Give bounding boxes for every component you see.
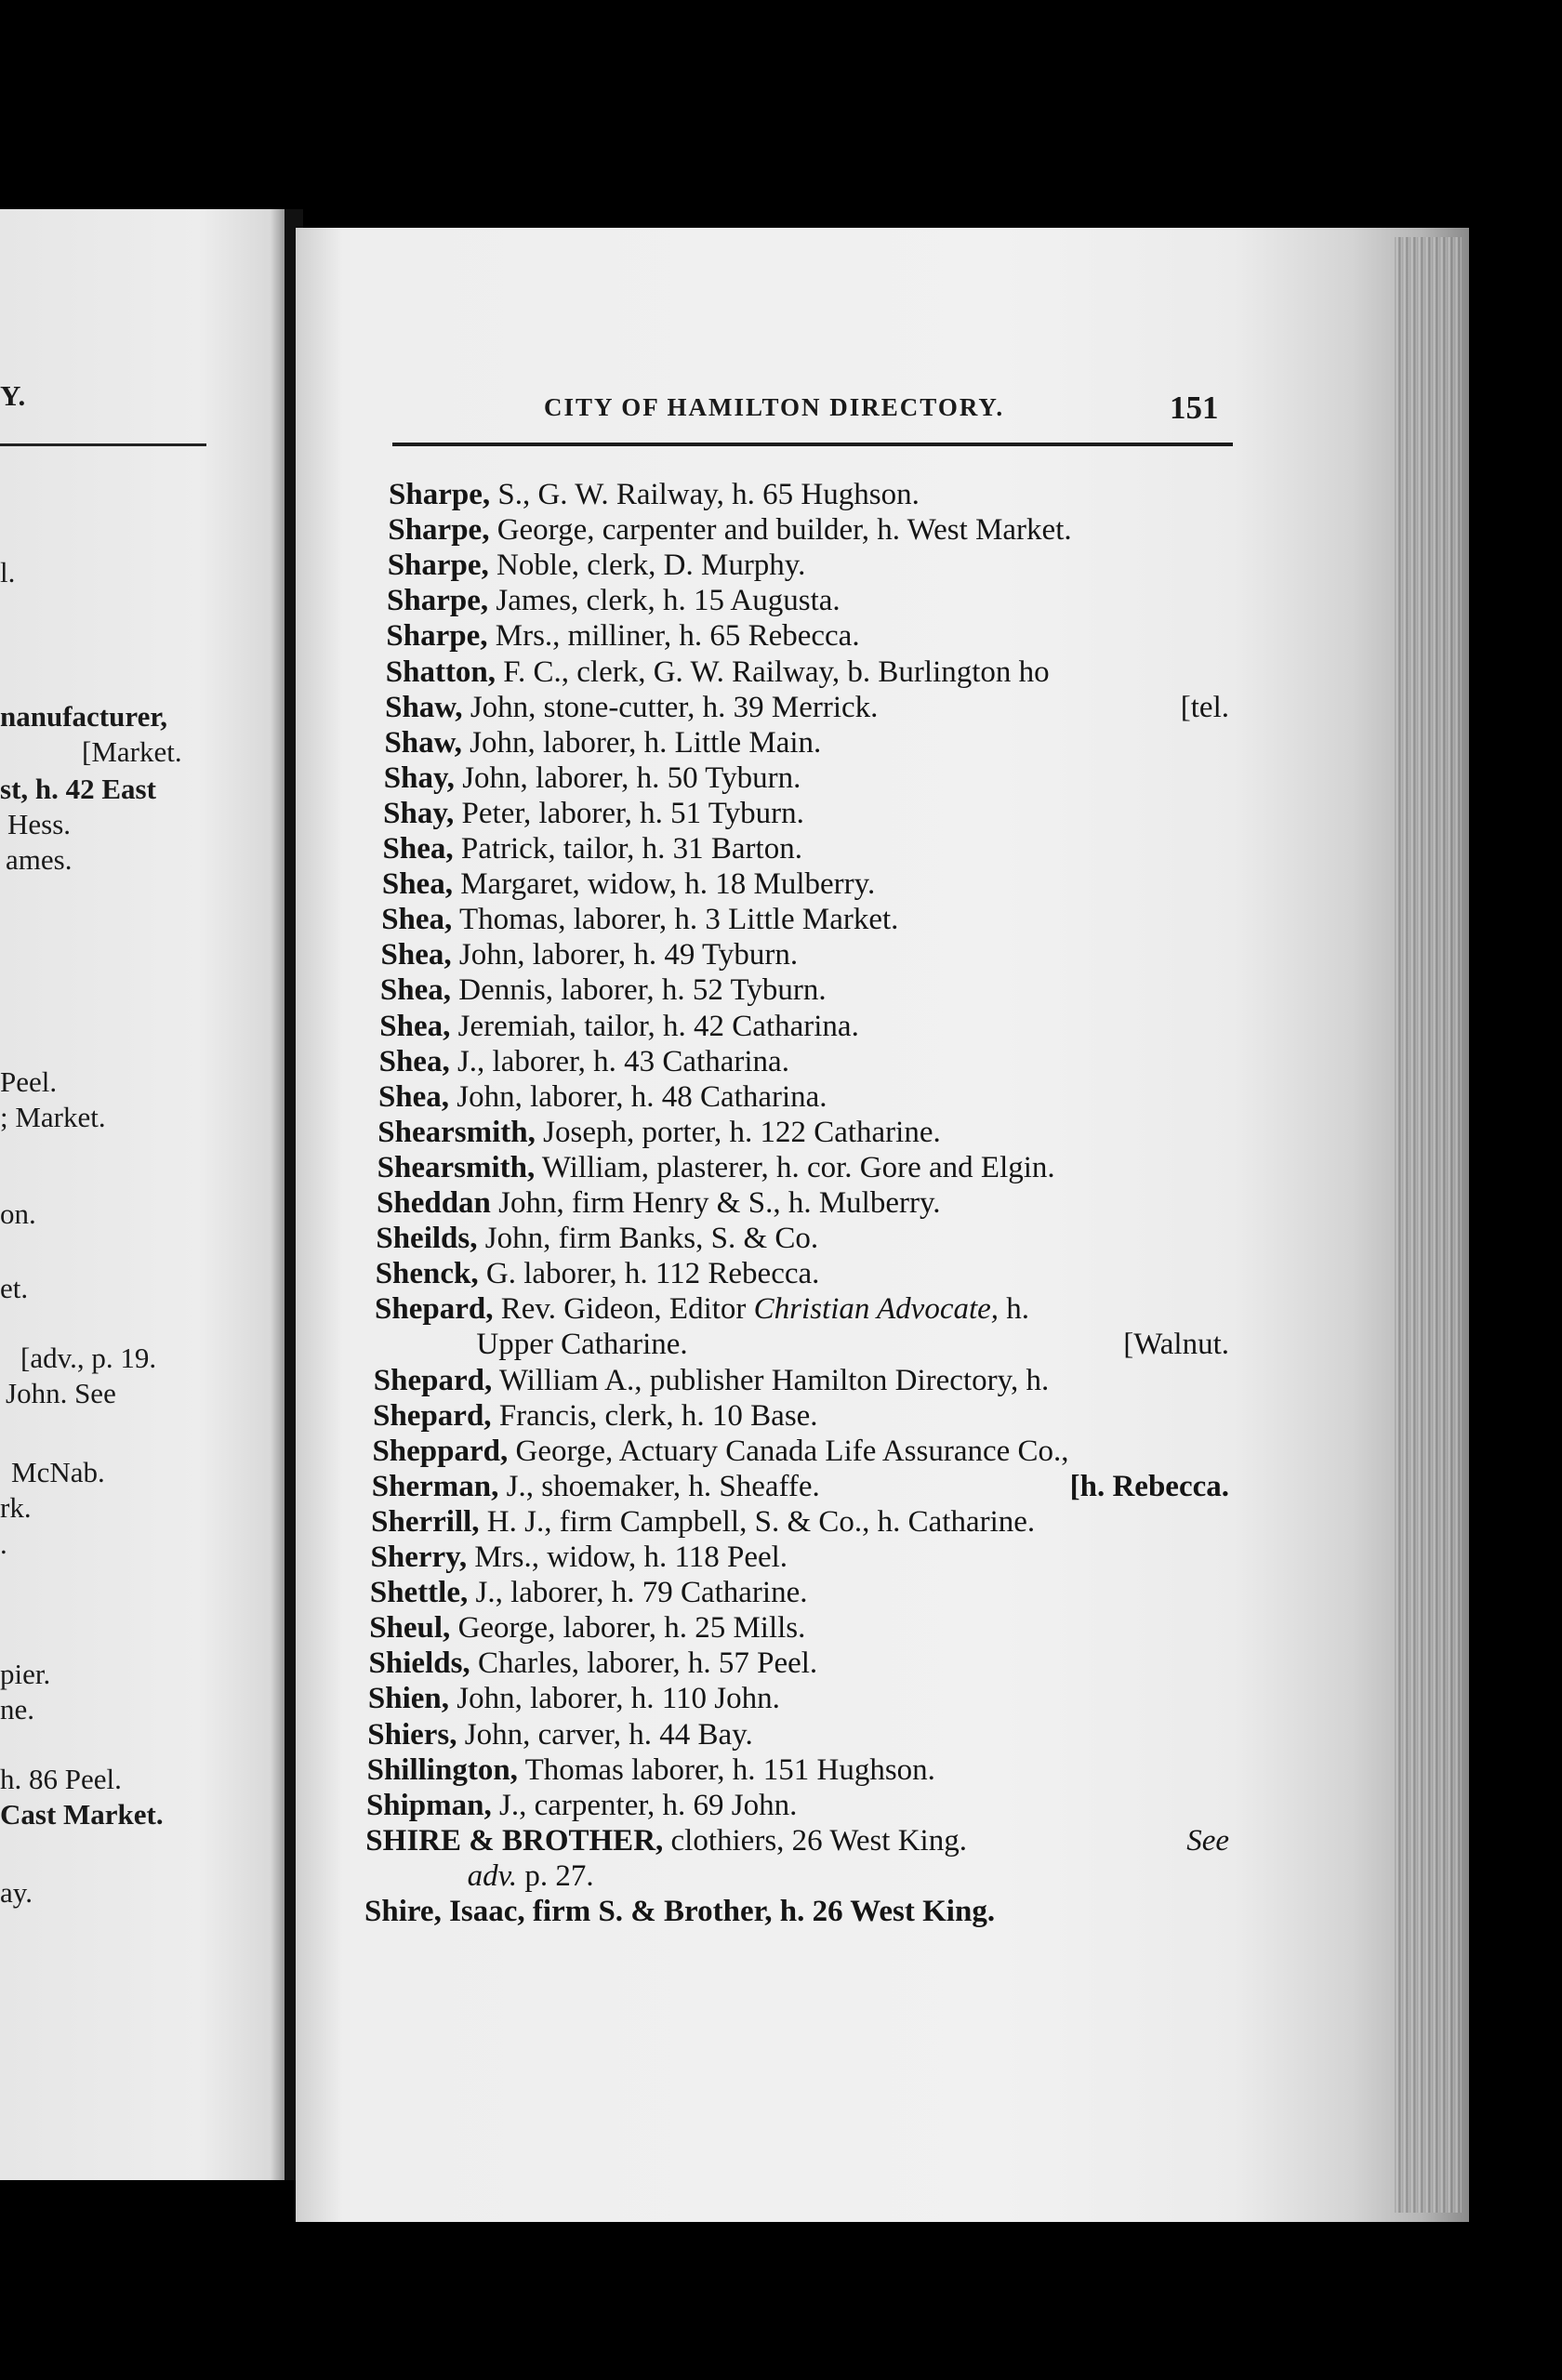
entry-surname: Sheilds, xyxy=(376,1222,478,1256)
directory-entry xyxy=(369,1613,805,1644)
left-page-line: h. 86 Peel. xyxy=(0,1763,122,1795)
left-page-line: pier. xyxy=(0,1658,51,1690)
entry-details: John, laborer, h. 49 Tyburn. xyxy=(451,938,799,972)
directory-entry xyxy=(385,654,1050,689)
entry-details: John, laborer, h. 110 John. xyxy=(449,1682,780,1716)
entry-surname: Shearsmith, xyxy=(377,1150,536,1184)
entry-surname: Shay, xyxy=(383,760,455,795)
entry-details: Patrick, tailor, h. 31 Barton. xyxy=(453,832,802,866)
entry-surname: Shea, xyxy=(381,867,453,902)
running-title: CITY OF HAMILTON DIRECTORY. xyxy=(544,393,1005,421)
left-page-line: l. xyxy=(0,556,16,588)
entry-details: John, laborer, h. Little Main. xyxy=(461,725,822,760)
entry-surname: Shaw, xyxy=(384,725,462,760)
entry-details: John, stone-cutter, h. 39 Merrick. xyxy=(462,690,879,724)
entry-surname: Shiers, xyxy=(367,1717,457,1752)
directory-entry xyxy=(369,1648,818,1679)
entry-details: John, firm Henry & S., h. Mulberry. xyxy=(490,1186,941,1220)
entry-details: firm S. & Brother, h. 26 West King. xyxy=(524,1895,996,1928)
directory-entry xyxy=(380,975,827,1006)
directory-entry xyxy=(388,515,1071,546)
entry-details: H. J., firm Campbell, S. & Co., h. Catharine. xyxy=(479,1504,1036,1539)
left-page-line: John. See xyxy=(6,1377,116,1409)
entry-details: John, firm Banks, S. & Co. xyxy=(477,1222,819,1256)
entry-details: J., laborer, h. 43 Catharina. xyxy=(449,1044,789,1078)
left-page-line: McNab. xyxy=(11,1456,105,1488)
entry-surname: Sheppard, xyxy=(372,1434,509,1468)
directory-entry xyxy=(365,1788,798,1822)
directory-entry xyxy=(377,1079,827,1114)
entry-details: Upper Catharine. xyxy=(476,1328,688,1362)
entry-details: George, carpenter and builder, h. West Market. xyxy=(489,513,1072,548)
directory-entry xyxy=(467,1858,594,1893)
entry-surname: Shearsmith, xyxy=(377,1115,536,1149)
left-page-line: Peel. xyxy=(0,1065,58,1098)
entry-details: William A., publisher Hamilton Directory, h. xyxy=(492,1363,1050,1397)
entry-details: p. 27. xyxy=(517,1858,594,1893)
entry-details: Mrs., milliner, h. 65 Rebecca. xyxy=(487,619,860,654)
entry-details: Jeremiah, tailor, h. 42 Catharina. xyxy=(450,1009,859,1043)
entry-details: S., G. W. Railway, h. 65 Hughson. xyxy=(490,478,920,511)
left-page-line: Y. xyxy=(0,379,26,412)
entry-surname: Shea, xyxy=(381,903,453,937)
directory-entry xyxy=(383,834,802,865)
entry-details: George, laborer, h. 25 Mills. xyxy=(450,1611,806,1646)
directory-entry xyxy=(377,1188,941,1219)
left-page-line: Cast Market. xyxy=(0,1798,164,1831)
entry-surname: Sharpe, xyxy=(386,619,488,654)
left-page-line: ne. xyxy=(0,1693,35,1726)
entry-surname: Shea, xyxy=(377,1079,450,1114)
left-page-line: rk. xyxy=(0,1491,32,1524)
entry-details: G. laborer, h. 112 Rebecca. xyxy=(478,1257,820,1291)
entry-details: Charles, laborer, h. 57 Peel. xyxy=(470,1646,818,1681)
directory-entry xyxy=(370,1578,808,1608)
directory-entry xyxy=(371,1542,788,1573)
entry-surname: Sheddan xyxy=(377,1186,491,1220)
left-page-line: [adv., p. 19. xyxy=(20,1342,157,1374)
entry-details: clothiers, 26 West King. xyxy=(663,1823,967,1858)
entry-surname: Shepard, xyxy=(373,1363,493,1397)
page-number: 151 xyxy=(1170,390,1219,426)
directory-entry xyxy=(376,1223,818,1254)
entry-details: Rev. Gideon, Editor xyxy=(493,1292,754,1327)
directory-entry xyxy=(476,1329,687,1360)
entry-surname: Shien, xyxy=(367,1682,450,1716)
entry-surname: Shire, Isaac, xyxy=(364,1895,525,1928)
entry-overflow: [h. Rebecca. xyxy=(1069,1469,1229,1503)
entry-surname: Shatton, xyxy=(385,654,496,689)
entry-overflow: See xyxy=(1186,1823,1229,1858)
entry-details: Noble, clerk, D. Murphy. xyxy=(488,549,806,583)
directory-entry xyxy=(377,1150,1055,1184)
directory-entry xyxy=(388,550,806,581)
entry-details: Francis, clerk, h. 10 Base. xyxy=(491,1398,818,1433)
entry-surname: Shea, xyxy=(382,832,454,866)
entry-surname: Sharpe, xyxy=(387,584,489,618)
directory-entry xyxy=(382,869,875,900)
entry-surname: Shillington, xyxy=(366,1752,518,1787)
entry-surname: Shay, xyxy=(383,796,455,830)
entry-italic: adv. xyxy=(467,1858,518,1893)
directory-entry xyxy=(389,480,920,510)
left-page-line: ay. xyxy=(0,1876,33,1909)
entry-surname: Shipman, xyxy=(365,1788,492,1822)
directory-entry xyxy=(368,1684,780,1714)
entry-surname: Shepard, xyxy=(375,1292,494,1327)
entry-surname: Sharpe, xyxy=(387,549,489,583)
entry-details: Thomas, laborer, h. 3 Little Market. xyxy=(452,903,899,937)
directory-entry xyxy=(377,1117,940,1148)
entry-surname: Shea, xyxy=(379,973,451,1008)
entry-surname: Shea, xyxy=(380,938,452,972)
left-page-line: st, h. 42 East xyxy=(0,773,156,805)
left-page-line: et. xyxy=(0,1272,29,1304)
entry-overflow: [Walnut. xyxy=(1123,1328,1229,1362)
entry-surname: SHIRE & BROTHER, xyxy=(365,1823,664,1858)
entry-tail: h. xyxy=(999,1292,1030,1327)
entry-italic: Christian Advocate, xyxy=(753,1292,999,1327)
directory-entry xyxy=(381,940,799,971)
left-page-line: on. xyxy=(0,1197,36,1230)
directory-entry xyxy=(371,1504,1036,1539)
entry-surname: Sharpe, xyxy=(388,513,490,548)
entry-details: J., carpenter, h. 69 John. xyxy=(491,1788,798,1822)
directory-entry xyxy=(383,796,804,830)
left-page-line: nanufacturer, xyxy=(0,700,167,733)
left-page-line: Hess. xyxy=(7,808,72,840)
entry-surname: Sherry, xyxy=(370,1540,468,1574)
entry-surname: Sherrill, xyxy=(371,1504,480,1539)
entry-details: George, Actuary Canada Life Assurance Co., xyxy=(508,1434,1069,1468)
directory-entry xyxy=(375,1294,1029,1325)
entry-details: F. C., clerk, G. W. Railway, b. Burlington ho xyxy=(496,654,1050,689)
entry-details: Thomas laborer, h. 151 Hughson. xyxy=(517,1752,935,1787)
entry-details: Joseph, porter, h. 122 Catharine. xyxy=(535,1115,941,1149)
directory-entry xyxy=(381,905,898,935)
entry-details: William, plasterer, h. cor. Gore and Elgin. xyxy=(535,1150,1055,1184)
directory-entry xyxy=(376,1259,820,1289)
entry-surname: Shea, xyxy=(378,1044,450,1078)
entry-surname: Shields, xyxy=(368,1646,470,1681)
entry-details: Peter, laborer, h. 51 Tyburn. xyxy=(454,796,804,830)
entry-surname: Shea, xyxy=(379,1009,451,1043)
directory-entry xyxy=(383,760,801,795)
directory-entry xyxy=(386,621,859,652)
directory-entry xyxy=(387,586,841,616)
entry-surname: Shepard, xyxy=(373,1398,492,1433)
directory-entry xyxy=(364,1897,995,1927)
entry-surname: Shenck, xyxy=(375,1257,479,1291)
entry-surname: Sharpe, xyxy=(389,478,491,511)
directory-entry xyxy=(385,690,879,724)
entry-details: John, laborer, h. 48 Catharina. xyxy=(449,1079,827,1114)
directory-entry xyxy=(365,1823,967,1858)
directory-entry xyxy=(373,1363,1050,1397)
entry-surname: Sherman, xyxy=(371,1469,499,1503)
directory-entry xyxy=(378,1044,789,1078)
directory-entry xyxy=(366,1752,935,1787)
directory-entry xyxy=(367,1717,753,1752)
entry-details: Dennis, laborer, h. 52 Tyburn. xyxy=(451,973,827,1008)
entry-overflow: [tel. xyxy=(1180,690,1229,724)
directory-entry xyxy=(384,725,822,760)
entry-surname: Sheul, xyxy=(369,1611,451,1646)
entry-surname: Shaw, xyxy=(385,690,463,724)
left-page-line: [Market. xyxy=(82,735,182,768)
directory-entry xyxy=(379,1009,859,1043)
left-page-line: ames. xyxy=(6,843,73,876)
entry-details: Mrs., widow, h. 118 Peel. xyxy=(467,1540,788,1574)
directory-entry xyxy=(371,1469,820,1503)
entry-details: Margaret, widow, h. 18 Mulberry. xyxy=(452,867,876,902)
entry-details: John, laborer, h. 50 Tyburn. xyxy=(454,760,801,795)
entry-details: John, carver, h. 44 Bay. xyxy=(457,1717,753,1752)
directory-entry xyxy=(373,1398,818,1433)
entry-details: James, clerk, h. 15 Augusta. xyxy=(488,584,841,618)
left-page-line: . xyxy=(0,1527,7,1560)
entry-surname: Shettle, xyxy=(369,1576,469,1610)
left-page-line: ; Market. xyxy=(0,1101,106,1133)
entry-details: J., laborer, h. 79 Catharine. xyxy=(468,1576,808,1610)
entry-details: J., shoemaker, h. Sheaffe. xyxy=(498,1469,820,1503)
directory-entry xyxy=(372,1436,1068,1467)
